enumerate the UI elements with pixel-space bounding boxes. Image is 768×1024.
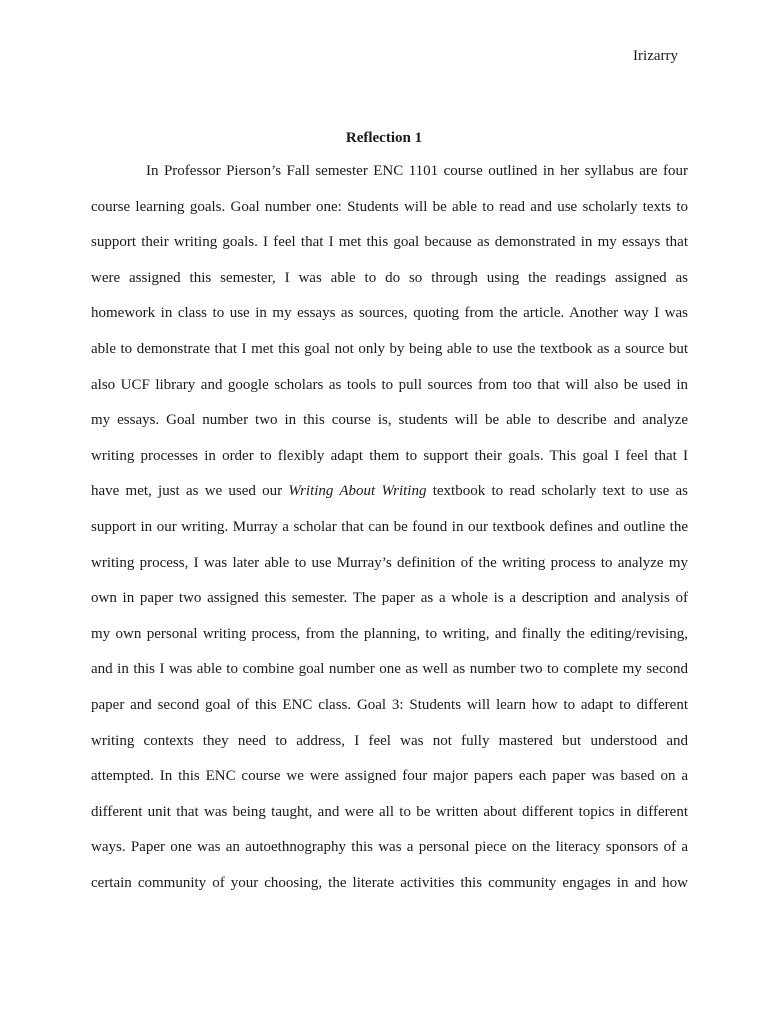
body-line-end: textbook to read scholarly text to use as [426, 483, 688, 500]
body-line: course learning goals. Goal number one: Students will be able to read and use scholarly texts to [91, 198, 688, 215]
body-line: writing processes in order to flexibly adapt them to support their goals. This goal I feel that I [91, 447, 688, 464]
body-line: writing contexts they need to address, I feel was not fully mastered but understood and [91, 732, 688, 749]
body-line: attempted. In this ENC course we were assigned four major papers each paper was based on a [91, 768, 688, 785]
body-line: In Professor Pierson’s Fall semester ENC 1101 course outlined in her syllabus are four [146, 163, 688, 179]
body-line: certain community of your choosing, the literate activities this community engages in and how [91, 874, 688, 891]
body-line: different unit that was being taught, and were all to be written about different topics in different [91, 803, 688, 820]
body-line: support in our writing. Murray a scholar that can be found in our textbook defines and outline the [91, 518, 688, 535]
body-line: my essays. Goal number two in this course is, students will be able to describe and analyze [91, 412, 688, 429]
body-line: writing process, I was later able to use Murray’s definition of the writing process to analyze my [91, 554, 688, 571]
body-line: and in this I was able to combine goal number one as well as number two to complete my second [91, 661, 688, 678]
body-line: were assigned this semester, I was able to do so through using the readings assigned as [91, 269, 688, 286]
book-title-italic: Writing About Writing [288, 483, 427, 500]
body-line [91, 474, 688, 510]
page-title: Reflection 1 [345, 130, 423, 146]
body-line: my own personal writing process, from the planning, to writing, and finally the editing/revising, [91, 625, 688, 642]
body-line: able to demonstrate that I met this goal not only by being able to use the textbook as a source but [91, 340, 688, 357]
body-line: own in paper two assigned this semester. The paper as a whole is a description and analysis of [91, 590, 688, 607]
body-line: paper and second goal of this ENC class. Goal 3: Students will learn how to adapt to different [91, 696, 688, 713]
running-head: Irizarry [633, 48, 678, 64]
document-body [91, 154, 688, 901]
body-line: also UCF library and google scholars as tools to pull sources from too that will also be used in [91, 376, 688, 393]
body-line: support their writing goals. I feel that I met this goal because as demonstrated in my essays that [91, 234, 688, 251]
body-line: ways. Paper one was an autoethnography this was a personal piece on the literacy sponsors of a [91, 839, 688, 856]
body-line: homework in class to use in my essays as sources, quoting from the article. Another way I was [91, 305, 688, 322]
body-line-start: have met, just as we used our [91, 483, 289, 500]
